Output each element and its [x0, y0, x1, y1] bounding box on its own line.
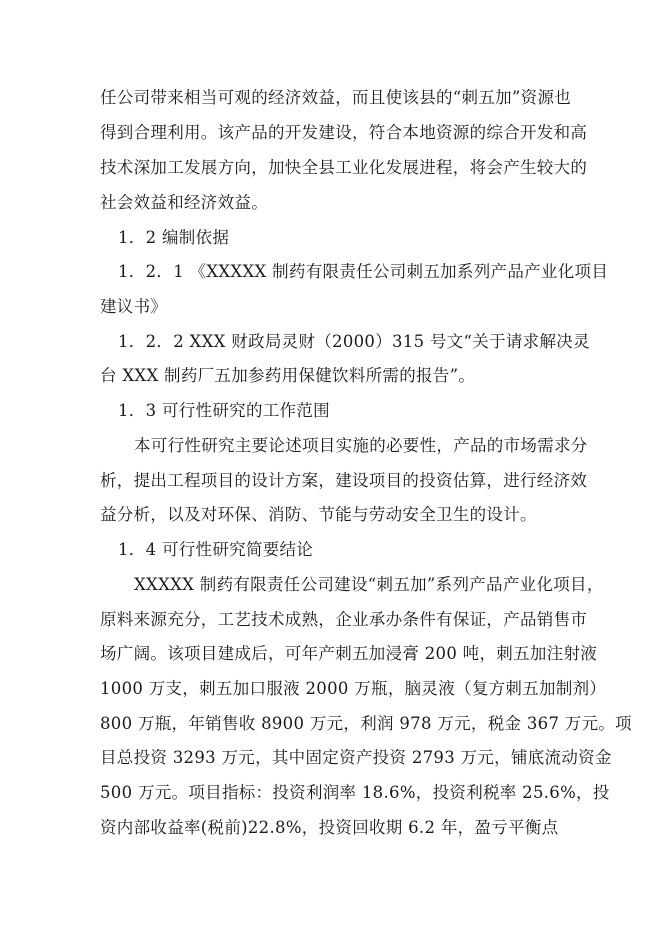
- text-line: 得到合理利用。该产品的开发建设，符合本地资源的综合开发和高: [100, 123, 588, 142]
- text-line: 任公司带来相当可观的经济效益，而且使该县的“刺五加”资源也: [100, 88, 572, 107]
- text-line: 800 万瓶，年销售收 8900 万元，利润 978 万元，税金 367 万元。项: [100, 714, 632, 733]
- subsection-heading: 1．2．2 XXX 财政局灵财（2000）315 号文“关于请求解决灵: [118, 332, 590, 351]
- text-line: 技术深加工发展方向，加快全县工业化发展进程，将会产生较大的: [100, 158, 588, 177]
- section-heading: 1．3 可行性研究的工作范围: [118, 401, 330, 420]
- text-line: 析，提出工程项目的设计方案，建设项目的投资估算，进行经济效: [100, 471, 588, 490]
- text-line: 台 XXX 制药厂五加参药用保健饮料所需的报告”。: [100, 366, 476, 385]
- subsection-heading: 1．2．1 《XXXXX 制药有限责任公司刺五加系列产品产业化项目: [118, 262, 609, 281]
- text-line: 建议书》: [100, 297, 168, 316]
- text-line: 原料来源充分，工艺技术成熟，企业承办条件有保证，产品销售市: [100, 610, 588, 629]
- text-line: 目总投资 3293 万元，其中固定资产投资 2793 万元，铺底流动资金: [100, 748, 612, 767]
- text-line: 1000 万支，刺五加口服液 2000 万瓶，脑灵液（复方刺五加制剂）: [100, 679, 607, 698]
- text-line: 益分析，以及对环保、消防、节能与劳动安全卫生的设计。: [100, 505, 537, 524]
- text-line: XXXXX 制药有限责任公司建设“刺五加”系列产品产业化项目，: [134, 575, 604, 594]
- section-heading: 1．4 可行性研究简要结论: [118, 540, 314, 559]
- section-heading: 1．2 编制依据: [118, 228, 230, 247]
- text-line: 场广阔。该项目建成后，可年产刺五加浸膏 200 吨，刺五加注射液: [100, 644, 598, 663]
- text-line: 社会效益和经济效益。: [100, 193, 268, 212]
- text-line: 本可行性研究主要论述项目实施的必要性，产品的市场需求分: [134, 436, 588, 455]
- text-line: 500 万元。项目指标：投资利润率 18.6%，投资利税率 25.6%，投: [100, 783, 610, 802]
- text-line: 资内部收益率(税前)22.8%，投资回收期 6.2 年，盈亏平衡点: [100, 818, 559, 837]
